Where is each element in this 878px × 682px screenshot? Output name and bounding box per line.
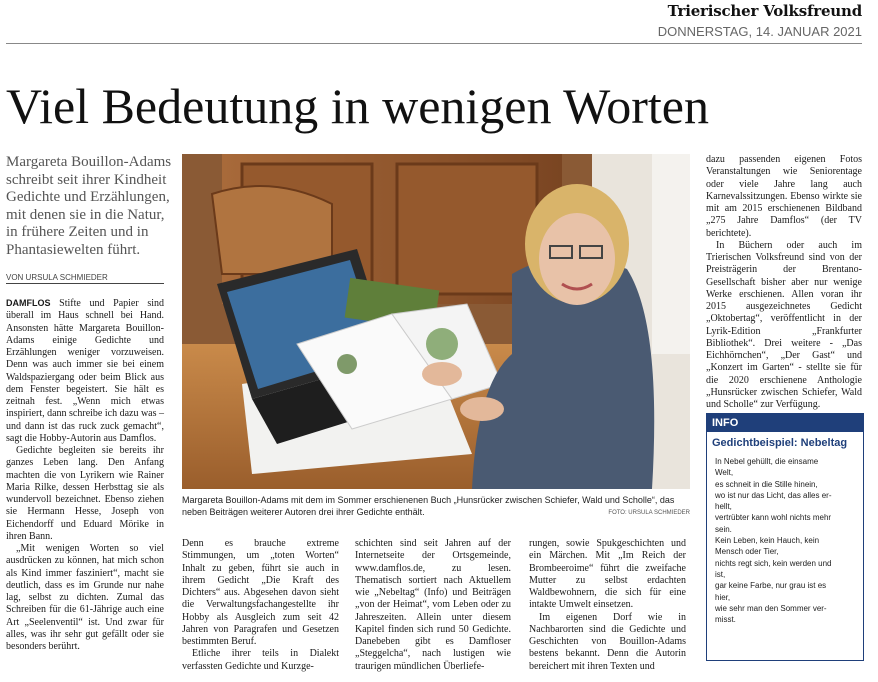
paragraph: dazu passenden eigenen Fotos Veranstaltungen wie Seniorentage oder viele Jahre lang auch Karnevalssitzungen. Ebenso wirkte sie mit am 2015 erschienenen Bildband „275 Jahre Damflos“ (der TV berichtete). [706, 154, 862, 239]
info-label: INFO [707, 414, 863, 432]
poem-line: nichts regt sich, kein werden und [715, 558, 832, 568]
header-divider [6, 43, 862, 44]
paragraph: Gedichte begleiten sie bereits ihr ganzes Leben lang. Den Anfang machten die von Lyrikern wie Rainer Maria Rilke, dessen Herbsttag sie als wundervoll bezeichnet. Ebenso ziehen sie Hermann Hesse, Joseph von Eichendorff und Eduard Mörike in ihren Bann. [6, 445, 164, 542]
paragraph: Etliche ihrer teils in Dialekt verfassten Gedichte und Kurzge- [182, 648, 339, 672]
paragraph: Stifte und Papier sind überall im Haus schnell bei Hand. Ansonsten hätte Margareta Bouillon-Adams einige Gedichte und Erzählungen weniger vorzuweisen. Denn was auch immer sie bei einem Waldspaziergang oder beim Blick aus dem Fenster begeistert. Sie hält es zeitnah fest. „Wenn mich etwas inspiriert, dann schreibe ich dazu was – und dann ist das ruck zuck gemacht“, sagt die Hobby-Autorin aus Damflos. [6, 298, 165, 444]
poem-line: ist, [715, 569, 726, 579]
article-column-2 [182, 538, 339, 673]
poem-line: vertrübter kann wohl nichts mehr [715, 513, 832, 523]
poem-line: Kein Leben, kein Hauch, kein [715, 536, 820, 546]
poem-line: hellt, [715, 502, 732, 512]
info-title: Gedichtbeispiel: Nebeltag [712, 437, 848, 449]
poem-line: es schneit in die Stille hinein, [715, 479, 818, 489]
photo-credit: FOTO: URSULA SCHMIEDER [608, 510, 690, 516]
article-column-4 [529, 538, 686, 673]
photo-illustration [182, 154, 690, 489]
issue-date: DONNERSTAG, 14. JANUAR 2021 [657, 24, 862, 39]
article-column-1 [6, 297, 164, 653]
paragraph: Im eigenen Dorf wie in Nachbarorten sind die Gedichte und Geschichten von Bouillon-Adams bestens bekannt. Denn die Autorin bereichert mit ihren Texten und [529, 611, 686, 672]
poem-line: hier, [715, 592, 731, 602]
article-byline: VON URSULA SCHMIEDER [6, 273, 164, 284]
poem-line: sein. [715, 524, 732, 534]
newspaper-logo: Trierischer Volksfreund [667, 2, 862, 20]
article-photo [182, 154, 690, 489]
paragraph: rungen, sowie Spukgeschichten und ein Märchen. Mit „Im Reich der Brombeeroime“ führt die zweifache Mutter zu selbst erdachten Waldbewohnern, die sich für eine intakte Umwelt einsetzen. [529, 538, 686, 611]
poem-line: wo ist nur das Licht, das alles er- [715, 490, 832, 500]
photo-caption: Margareta Bouillon-Adams mit dem im Sommer erschienenen Buch „Hunsrücker zwischen Schiefer, Wald und Scholle“, das neben Beiträgen weiterer Autoren drei ihrer Gedichte enthält. [182, 495, 675, 517]
poem [707, 450, 863, 625]
paragraph: schichten sind seit Jahren auf der Internetseite der Ortsgemeinde, www.damflos.de, zu lesen. Thematisch sortiert nach Aktuellem wie „Nebeltag“ (Info) und Beiträgen „von der Heimat“, vom Leben oder zu Jahreszeiten. Allein unter diesem Kapitel finden sich rund 50 Gedichte. Danebeben gibt es Damfloser „Steggelcha“, nach lustigen wie traurigen mündlichen Überliefe- [355, 538, 511, 672]
article-column-3 [355, 538, 511, 673]
paragraph: In Büchern oder auch im Trierischen Volksfreund sind von der Preisträgerin der Brentano-Gesellschaft bisher aber nur wenige Werke erschienen. Allen voran ihr 2015 ausgezeichnetes Gedicht „Oktobertag“, veröffentlicht in der Lyrik-Edition „Frankfurter Bibliothek“. Drei weitere - „Das Eichhörnchen“, „Der Gast“ und „Konzert im Garten“ - stellte sie für die 2020 erschienene Anthologie „Hunsrücker zwischen Schiefer, Wald und Scholle“ zur Verfügung. [706, 239, 862, 410]
poem-line: misst. [715, 615, 736, 625]
paragraph: Denn es brauche extreme Stimmungen, um „toten Worten“ Inhalt zu geben, führt sie auch in ihrem Gedicht „Die Kraft des Dichters“ aus. Abgesehen davon sieht die Verwaltungsfachangestellte ihr Hobby als Ausgleich zum seit 42 Jahren von Paragrafen und Gesetzen bestimmten Beruf. [182, 538, 339, 647]
article-dateline: DAMFLOS [6, 298, 51, 308]
article-column-5 [706, 154, 862, 411]
poem-line: wie sehr man den Sommer ver- [715, 603, 827, 613]
poem-line: Welt, [715, 468, 734, 478]
article-headline: Viel Bedeutung in wenigen Worten [6, 78, 710, 134]
paragraph: „Mit wenigen Worten so viel ausdrücken zu können, hat mich schon als Kind immer fasziniert“, macht sie deutlich, dass es im Grunde nur nahe lag, selbst zu dichten. Zumal das Schreiben für die 61-Jährige auch eine Art „Seelenventil“ ist. Und zwar für alles, was ihr sehr gut gefällt oder sie besonders berührt. [6, 543, 164, 652]
poem-line: In Nebel gehüllt, die einsame [715, 457, 819, 466]
poem-line: gar keine Farbe, nur grau ist es [715, 581, 827, 591]
article-teaser: Margareta Bouillon-Adams schreibt seit ihrer Kindheit Gedichte und Erzählungen, mit denen sie in die Natur, in frühere Zeiten und in Phantasiewelten führt. [6, 154, 172, 258]
info-box [706, 413, 864, 661]
poem-line: Mensch oder Tier, [715, 547, 779, 557]
